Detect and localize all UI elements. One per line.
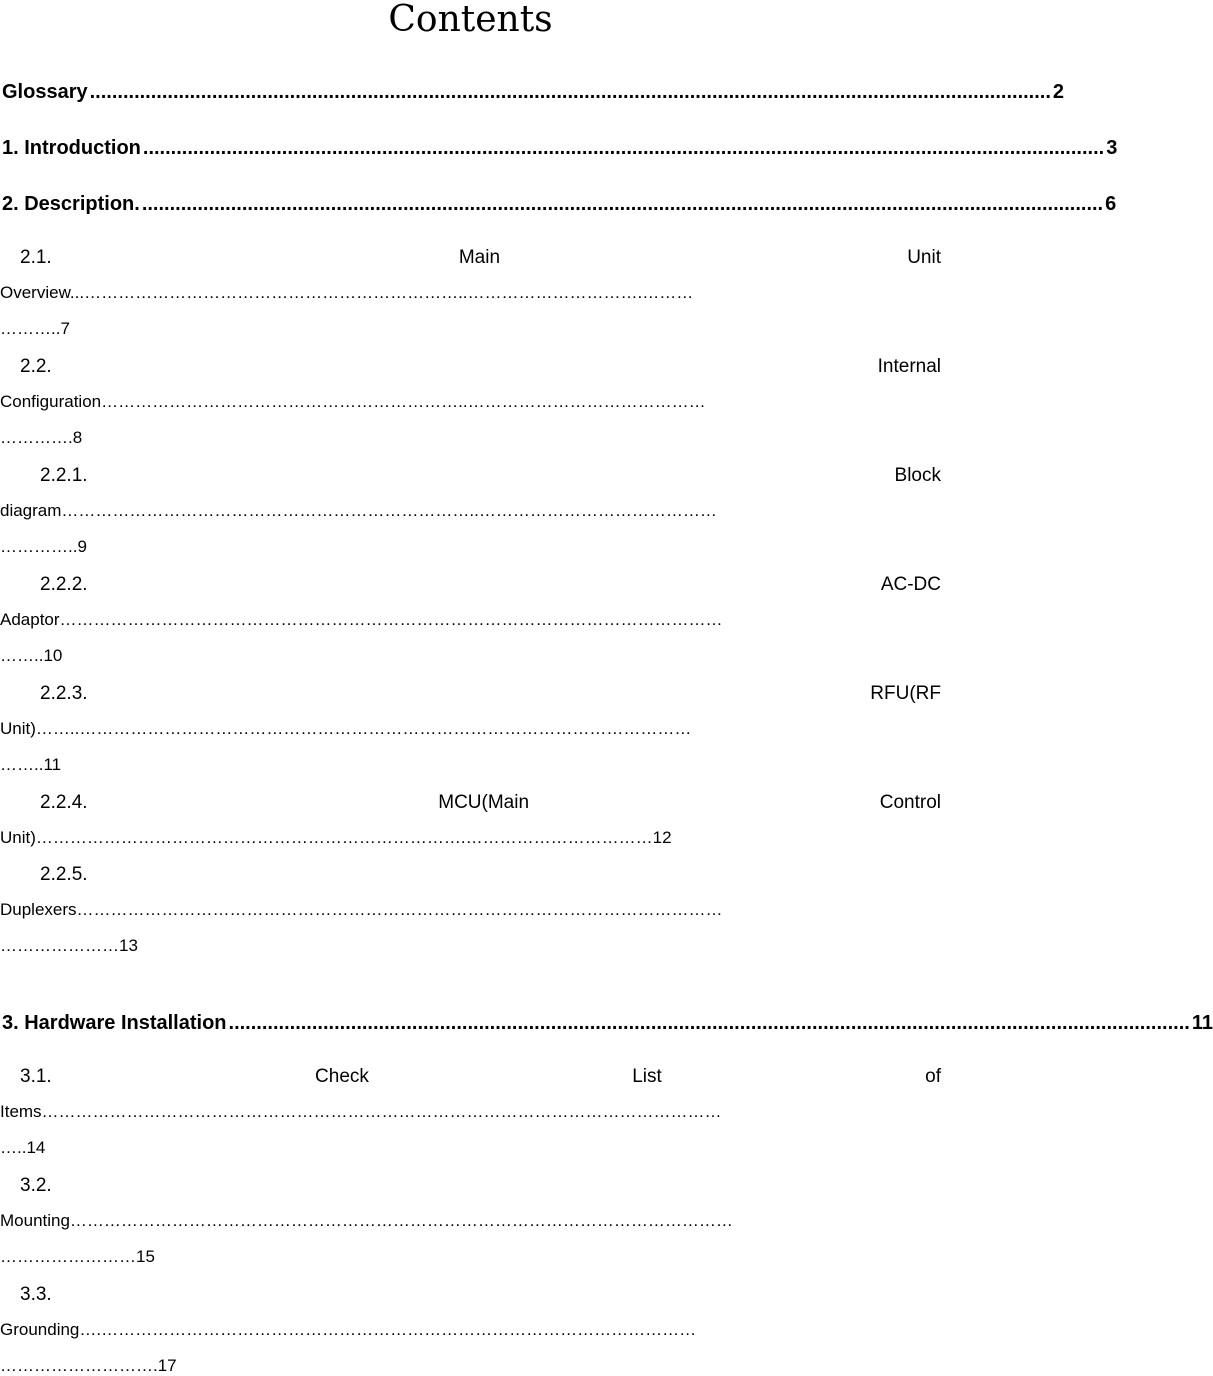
toc-entry-page: 11 (1191, 1012, 1213, 1034)
toc-entry-introduction[interactable] (2, 136, 1118, 160)
subentry-word: 2.2.3. (40, 683, 88, 704)
subentry-page-line: …..14 (0, 1138, 46, 1157)
toc-entry-page: 3 (1106, 137, 1118, 159)
toc-entry-page: 6 (1105, 193, 1117, 215)
toc-entry-label: Glossary (2, 81, 88, 103)
toc-entry-glossary[interactable] (2, 80, 1065, 104)
subentry-leader-line: Configuration………………………………………………………..…………………………………… (0, 392, 706, 411)
subentry-leader-line: Unit)……..……………………………………………………………………………………………… (0, 719, 692, 738)
toc-subentry-3-1[interactable] (0, 1066, 941, 1158)
toc-entry-page: 2 (1052, 81, 1065, 103)
toc-entry-hardware-installation[interactable] (2, 1011, 1213, 1035)
toc-entry-description[interactable] (2, 192, 1117, 216)
subentry-word: Block (894, 465, 941, 486)
subentry-justified-line (0, 465, 941, 487)
subentry-word: Internal (877, 356, 941, 377)
subentry-page-line: …………..9 (0, 537, 87, 556)
subentry-word: Check (315, 1066, 369, 1087)
subentry-leader-line: diagram………………………………………………………………..…………………………………… (0, 501, 717, 520)
subentry-word: 2.2. (20, 356, 52, 377)
toc-subentry-2-1[interactable] (0, 247, 941, 339)
subentry-justified-line (0, 574, 941, 596)
subentry-word: 2.2.5. (40, 864, 88, 885)
subentry-justified-line (0, 864, 941, 886)
subentry-justified-line (0, 1175, 941, 1197)
toc-entry-label: 2. Description. (2, 193, 140, 215)
toc-entry-label: 3. Hardware Installation (2, 1012, 227, 1034)
subentry-page-line: ……………………15 (0, 1247, 155, 1266)
contents-title: Contents (388, 0, 553, 40)
toc-subentry-2-2-5[interactable] (0, 864, 941, 956)
subentry-leader-line: Adaptor……………………………………………………………………………………………………… (0, 610, 723, 629)
subentry-justified-line (0, 356, 941, 378)
subentry-justified-line (0, 683, 941, 705)
subentry-page-line: ………….8 (0, 428, 83, 447)
subentry-word: Control (879, 792, 941, 813)
subentry-word: 2.1. (20, 247, 52, 268)
subentry-justified-line (0, 792, 941, 814)
subentry-leader-line: Unit)………………………………………………………………….……………………………12 (0, 828, 672, 847)
dot-leader: ............................................................................................................................................................................. (141, 193, 1104, 215)
subentry-word: 2.2.2. (40, 574, 88, 595)
subentry-word: RFU(RF (870, 683, 941, 704)
subentry-page-line: ……..11 (0, 755, 62, 774)
subentry-page-line: …………………13 (0, 936, 138, 955)
subentry-leader-line: Duplexers…………………………………………………………………………………………………… (0, 900, 723, 919)
toc-subentry-3-3[interactable] (0, 1284, 941, 1376)
toc-subentry-2-2-2[interactable] (0, 574, 941, 666)
dot-leader: ............................................................................................................................................................................. (142, 137, 1105, 159)
subentry-word: 3.2. (20, 1175, 52, 1196)
subentry-leader-line: Grounding….…………………………………………………………………………………………… (0, 1320, 697, 1339)
subentry-page-line: ……..10 (0, 646, 63, 665)
subentry-word: 3.1. (20, 1066, 52, 1087)
subentry-leader-line: Overview...…………………………………………………………..………………………….……… (0, 283, 694, 302)
subentry-justified-line (0, 1066, 941, 1088)
subentry-justified-line (0, 247, 941, 269)
subentry-word: of (925, 1066, 941, 1087)
subentry-word: Unit (907, 247, 941, 268)
toc-subentry-2-2[interactable] (0, 356, 941, 448)
subentry-word: 3.3. (20, 1284, 52, 1305)
dot-leader: ............................................................................................................................................................................. (89, 81, 1051, 103)
subentry-word: List (632, 1066, 662, 1087)
subentry-page-line: ……………………….17 (0, 1356, 177, 1375)
dot-leader: ............................................................................................................................................................................. (228, 1012, 1190, 1034)
subentry-word: AC-DC (880, 574, 941, 595)
subentry-word: 2.2.1. (40, 465, 88, 486)
subentry-word: MCU(Main (438, 792, 530, 813)
toc-subentry-2-2-1[interactable] (0, 465, 941, 557)
subentry-page-line: ………..7 (0, 319, 70, 338)
subentry-word: 2.2.4. (40, 792, 88, 813)
subentry-leader-line: Mounting……………………………………………………………………………………………………… (0, 1211, 733, 1230)
toc-subentry-2-2-4[interactable] (0, 792, 941, 848)
subentry-leader-line: Items………………………………………………………………………………………………………… (0, 1102, 722, 1121)
subentry-word: Main (458, 247, 501, 268)
toc-subentry-2-2-3[interactable] (0, 683, 941, 775)
toc-subentry-3-2[interactable] (0, 1175, 941, 1267)
subentry-justified-line (0, 1284, 941, 1306)
toc-entry-label: 1. Introduction (2, 137, 141, 159)
